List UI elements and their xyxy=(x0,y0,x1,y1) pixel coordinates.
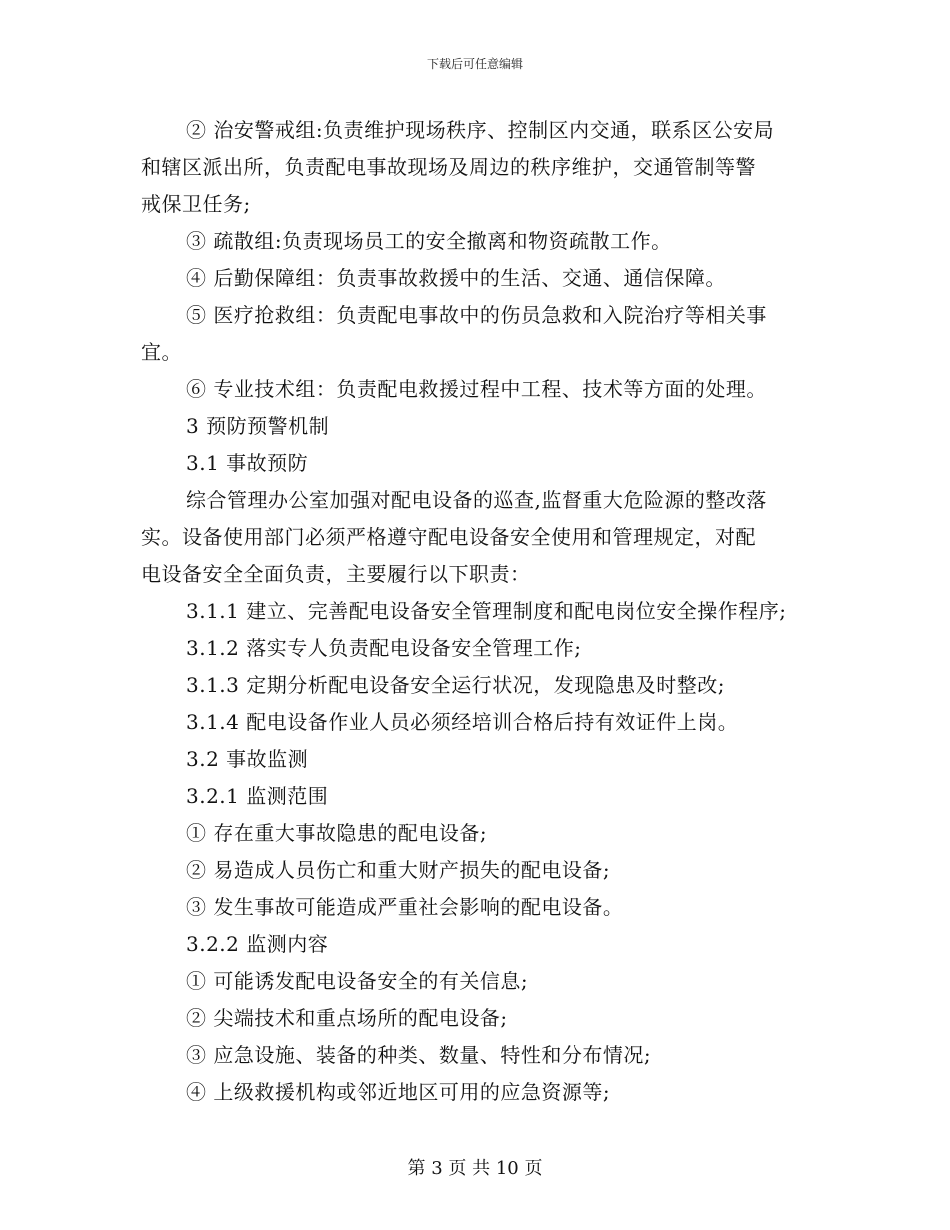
list-item: ① 存在重大事故隐患的配电设备; xyxy=(186,821,488,845)
text-line: ② 治安警戒组:负责维护现场秩序、控制区内交通，联系区公安局 xyxy=(186,118,775,142)
page-footer: 第 3 页 共 10 页 xyxy=(407,1158,543,1179)
text-line: 和辖区派出所，负责配电事故现场及周边的秩序维护，交通管制等警 xyxy=(141,155,756,179)
document-body xyxy=(141,112,841,1111)
text-line: ⑤ 医疗抢救组：负责配电事故中的伤员急救和入院治疗等相关事 xyxy=(186,303,767,327)
text-line: 3.1.4 配电设备作业人员必须经培训合格后持有效证件上岗。 xyxy=(186,710,739,734)
text-line: ④ 后勤保障组：负责事故救援中的生活、交通、通信保障。 xyxy=(186,266,726,290)
text-line: 综合管理办公室加强对配电设备的巡查,监督重大危险源的整改落 xyxy=(186,488,767,512)
list-item: ③ 应急设施、装备的种类、数量、特性和分布情况; xyxy=(186,1043,652,1067)
text-line: ⑥ 专业技术组：负责配电救援过程中工程、技术等方面的处理。 xyxy=(186,377,767,401)
text-line: 电设备安全全面负责，主要履行以下职责： xyxy=(141,562,531,586)
list-item: ④ 上级救援机构或邻近地区可用的应急资源等; xyxy=(186,1080,611,1104)
subsection-heading: 3.2.1 监测范围 xyxy=(186,784,329,808)
subsection-heading: 3.1 事故预防 xyxy=(186,451,309,475)
text-line: ③ 疏散组:负责现场员工的安全撤离和物资疏散工作。 xyxy=(186,229,672,253)
subsection-heading: 3.2.2 监测内容 xyxy=(186,932,329,956)
text-line: 宜。 xyxy=(141,340,182,364)
text-line: 3.1.3 定期分析配电设备安全运行状况，发现隐患及时整改; xyxy=(186,673,725,697)
list-item: ③ 发生事故可能造成严重社会影响的配电设备。 xyxy=(186,895,624,919)
list-item: ① 可能诱发配电设备安全的有关信息; xyxy=(186,969,529,993)
text-line: 3.1.2 落实专人负责配电设备安全管理工作; xyxy=(186,636,582,660)
text-line: 3.1.1 建立、完善配电设备安全管理制度和配电岗位安全操作程序; xyxy=(186,599,787,623)
subsection-heading: 3.2 事故监测 xyxy=(186,747,309,771)
section-heading: 3 预防预警机制 xyxy=(186,414,330,438)
text-line: 戒保卫任务; xyxy=(141,192,251,216)
list-item: ② 尖端技术和重点场所的配电设备; xyxy=(186,1006,508,1030)
text-line: 实。设备使用部门必须严格遵守配电设备安全使用和管理规定，对配 xyxy=(141,525,756,549)
page-header: 下载后可任意编辑 xyxy=(426,57,523,71)
list-item: ② 易造成人员伤亡和重大财产损失的配电设备; xyxy=(186,858,611,882)
